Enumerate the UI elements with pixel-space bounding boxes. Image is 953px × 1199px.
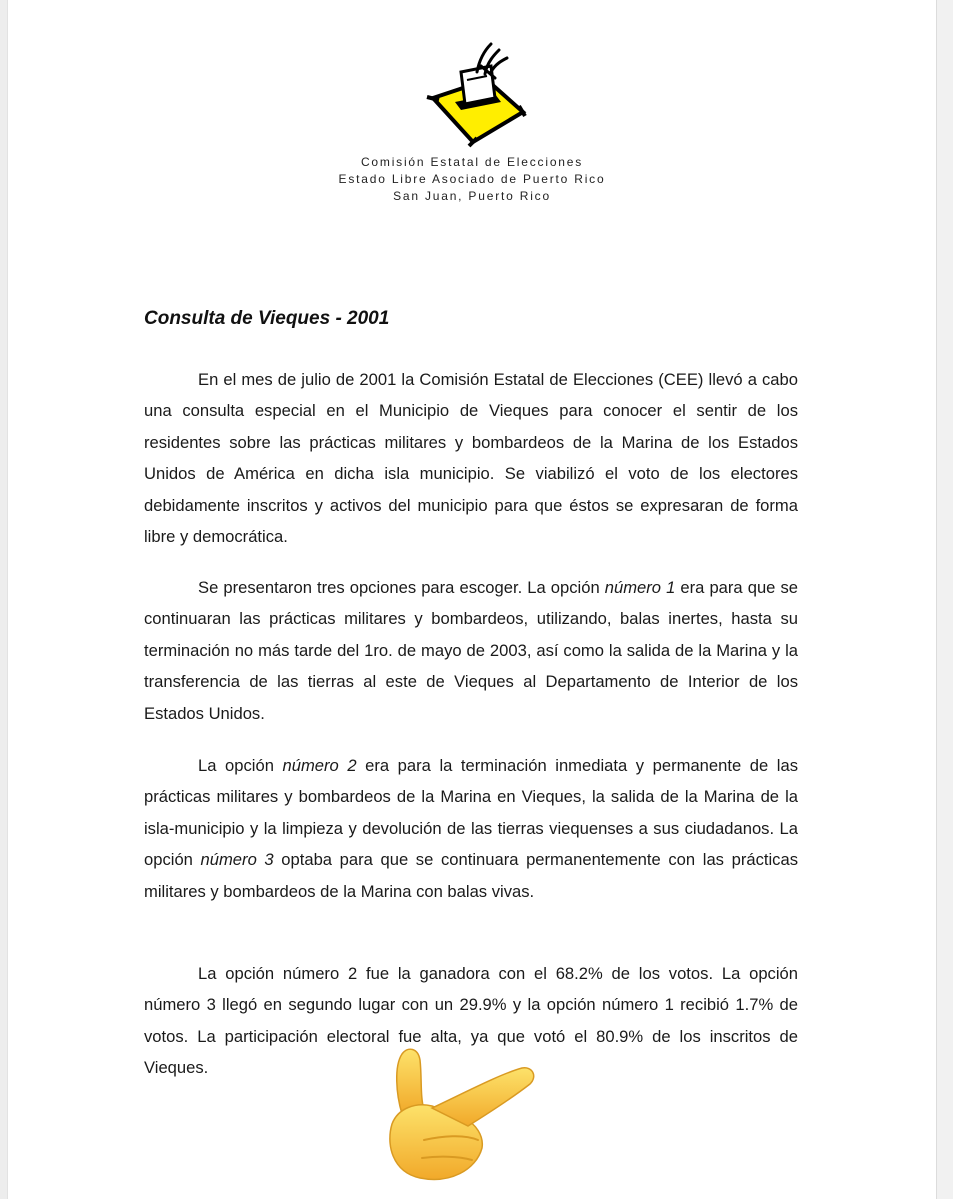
paragraph-option-2-text-a: La opción xyxy=(198,756,283,775)
paragraph-options-text-b: era para que se continuaran las prácticas militares y bombardeos, utilizando, balas inertes, hasta su terminación no más tarde del 1ro. de mayo de 2003, así como la salida de la Marina y la transferencia de las tierras al este de Vieques al Departamento de Interior de los Estados Unidos. xyxy=(144,578,798,723)
cee-ballot-logo-icon xyxy=(425,42,529,150)
paragraph-intro: En el mes de julio de 2001 la Comisión Estatal de Elecciones (CEE) llevó a cabo una consulta especial en el Municipio de Vieques para conocer el sentir de los residentes sobre las prácticas militares y bombardeos de la Marina de los Estados Unidos de América en dicha isla municipio. Se viabilizó el voto de los electores debidamente inscritos y activos del municipio para que éstos se expresaran de forma libre y democrática. xyxy=(144,370,798,547)
option-1-label: número 1 xyxy=(604,578,676,597)
paragraph-options-text-a: Se presentaron tres opciones para escoger. La opción xyxy=(198,578,605,597)
paragraph-options xyxy=(144,572,798,729)
document-page xyxy=(8,0,936,1199)
document-title: Consulta de Vieques - 2001 xyxy=(144,308,390,329)
paragraph-option-3-text-c: optaba para que se continuara permanentemente con las prácticas militares y bombardeos de la Marina con balas vivas. xyxy=(144,850,798,901)
paragraph-option-2-3 xyxy=(144,750,798,907)
option-3-label: número 3 xyxy=(200,850,274,870)
paragraph-results: La opción número 2 fue la ganadora con el 68.2% de los votos. La opción número 3 llegó en segundo lugar con un 29.9% y la opción número 1 recibió 1.7% de votos. La participación electoral fue alta, ya que votó el 80.9% de los inscritos de Vieques. xyxy=(144,964,798,1078)
letterhead-line-commission: Comisión Estatal de Elecciones xyxy=(360,155,584,169)
letterhead-line-city: San Juan, Puerto Rico xyxy=(393,189,551,203)
page-gutter xyxy=(936,0,953,1199)
paragraph-option-2-text-b: era para la terminación inmediata y permanente de las prácticas militares y bombardeos de la Marina en Vieques, la salida de la Marina de la isla-municipio y la limpieza y devolución de las tierras viequenses a sus ciudadanos. La opción xyxy=(144,756,799,870)
letterhead xyxy=(8,154,936,205)
letterhead-line-state: Estado Libre Asociado de Puerto Rico xyxy=(338,172,606,186)
pointing-hand-icon xyxy=(372,1044,537,1184)
option-2-label: número 2 xyxy=(282,756,357,775)
